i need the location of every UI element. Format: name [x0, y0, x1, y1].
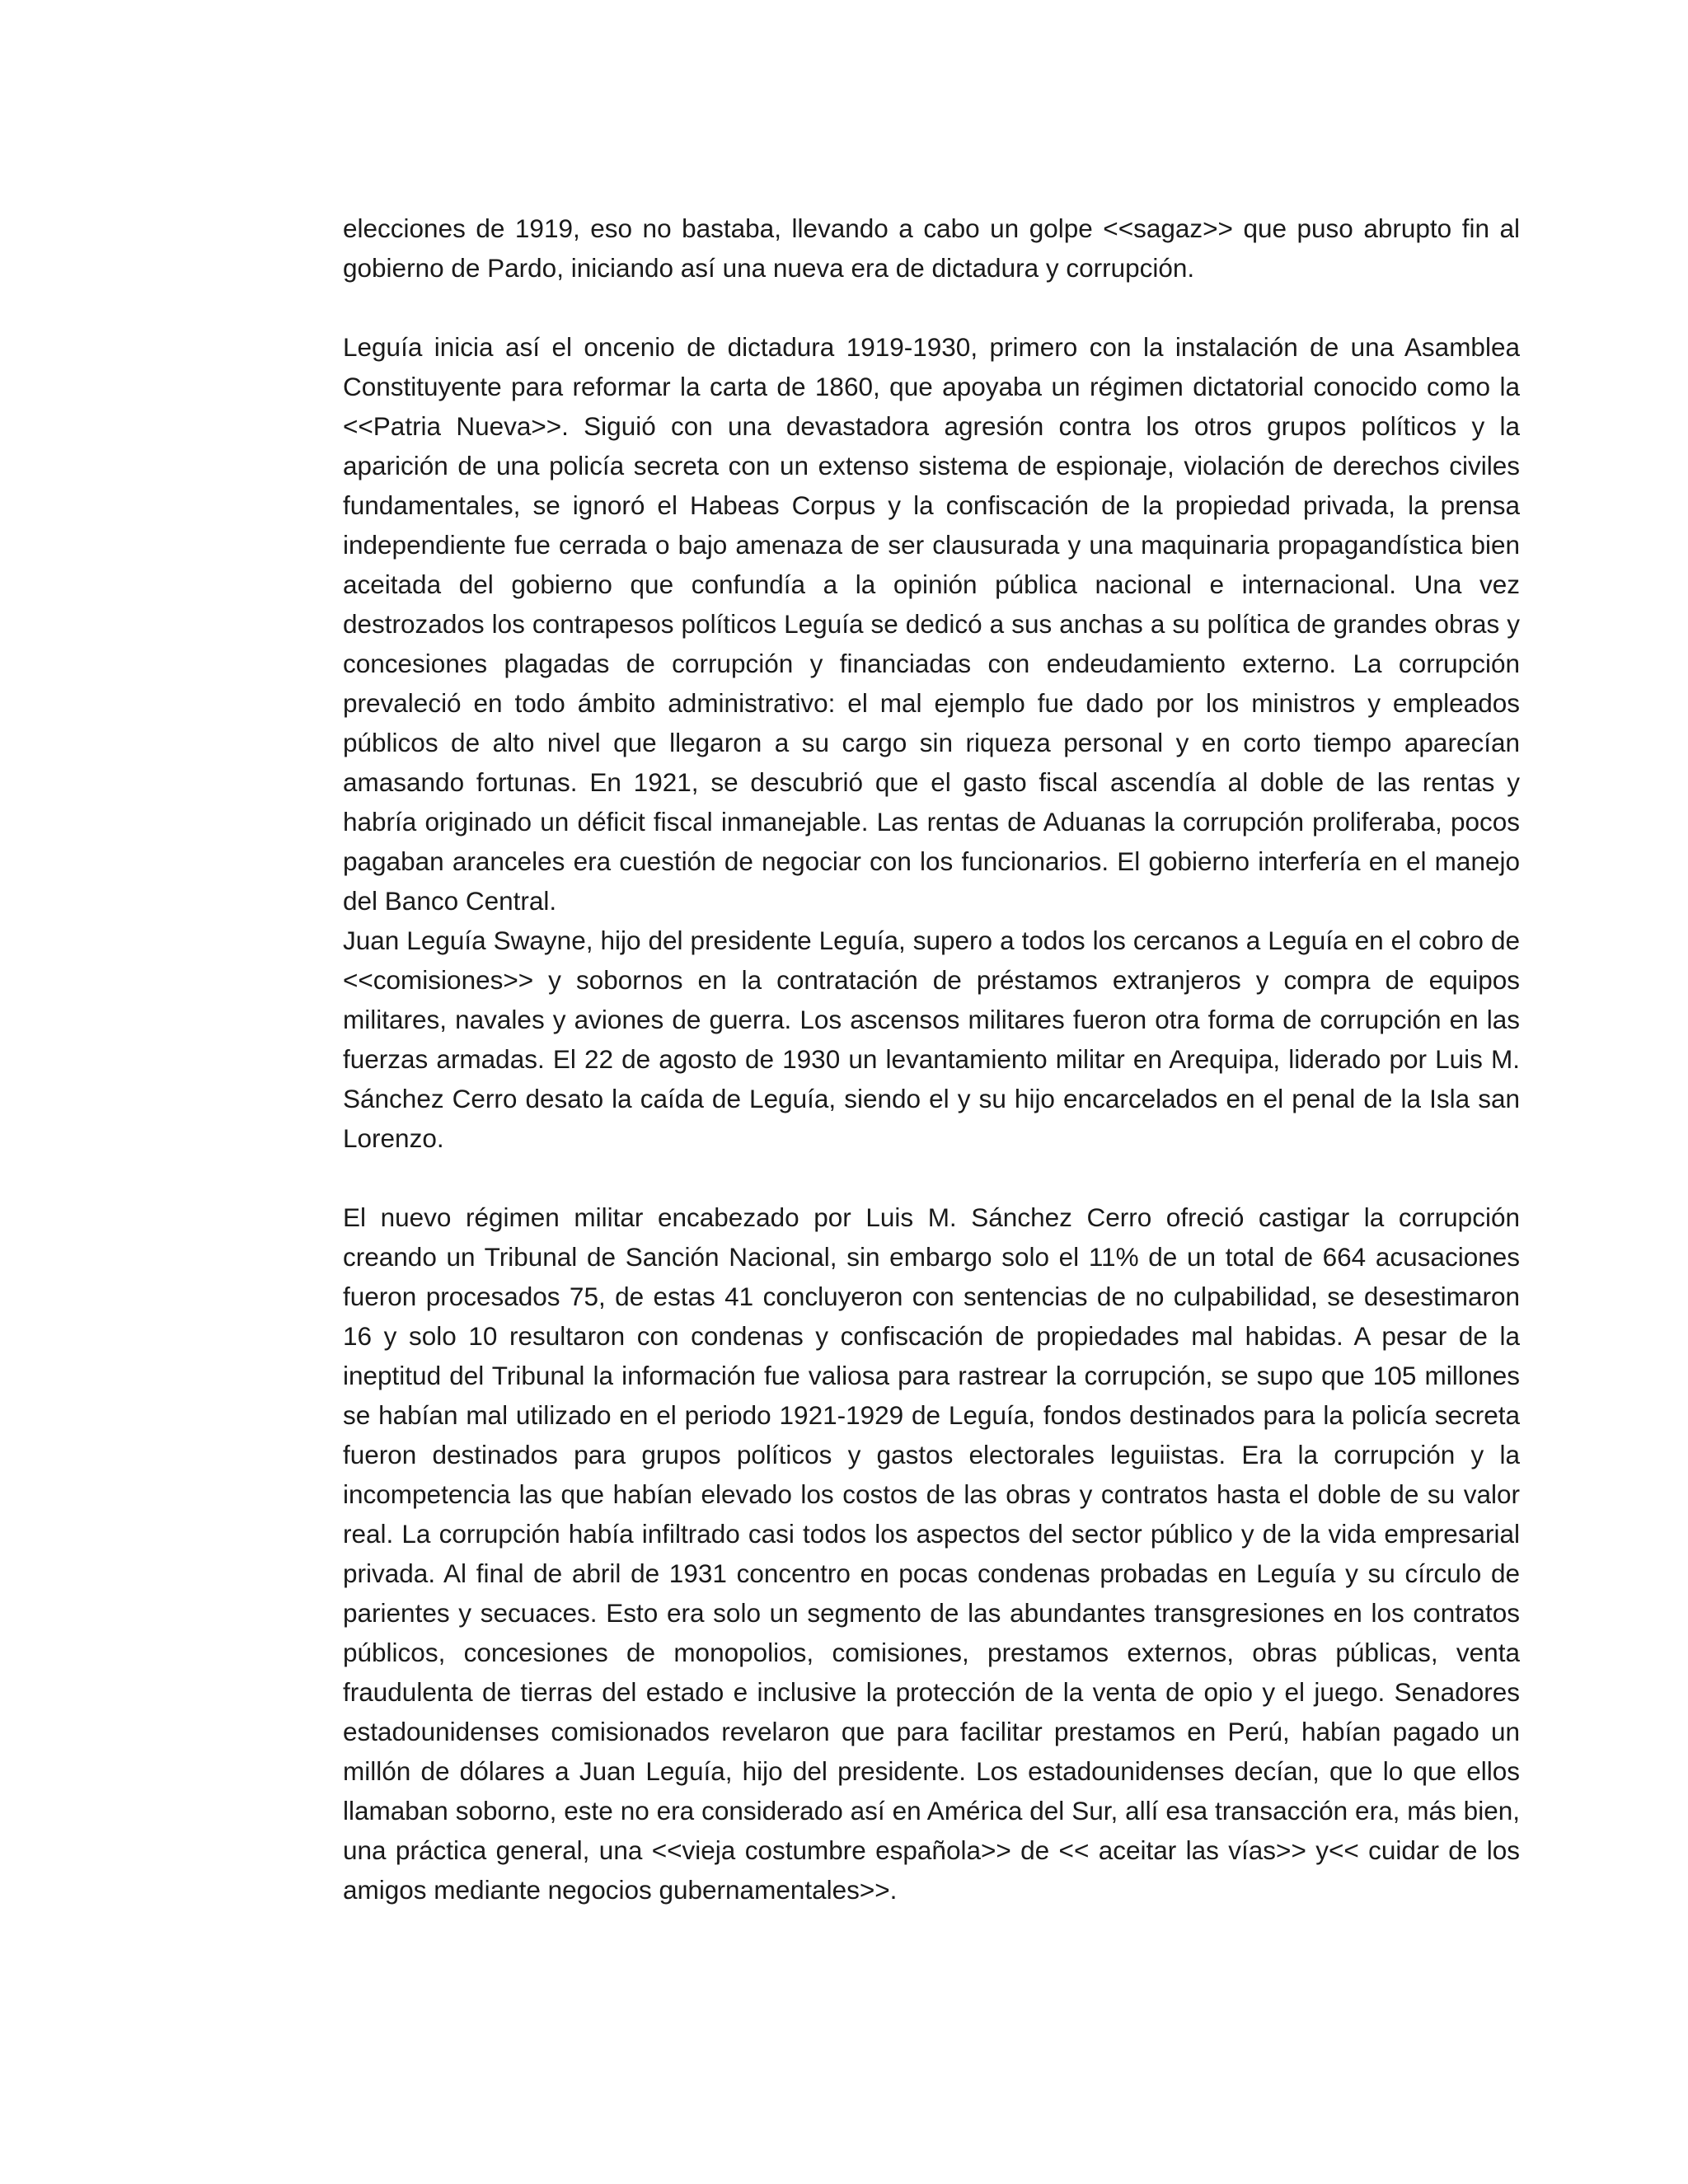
paragraph-2: Leguía inicia así el oncenio de dictadura 1919-1930, primero con la instalación de una Asamblea Constituyente para reformar la carta de 1860, que apoyaba un régimen dictatorial conocido como la <<Patria Nueva>>. Siguió con una devastadora agresión contra los otros grupos políticos y la aparición de una policía secreta con un extenso sistema de espionaje, violación de derechos civiles fundamentales, se ignoró el Habeas Corpus y la confiscación de la propiedad privada, la prensa independiente fue cerrada o bajo amenaza de ser clausurada y una maquinaria propagandística bien aceitada del gobierno que confundía a la opinión pública nacional e internacional. Una vez destrozados los contrapesos políticos Leguía se dedicó a sus anchas a su política de grandes obras y concesiones plagadas de corrupción y financiadas con endeudamiento externo. La corrupción prevaleció en todo ámbito administrativo: el mal ejemplo fue dado por los ministros y empleados públicos de alto nivel que llegaron a su cargo sin riqueza personal y en corto tiempo aparecían amasando fortunas. En 1921, se descubrió que el gasto fiscal ascendía al doble de las rentas y habría originado un déficit fiscal inmanejable. Las rentas de Aduanas la corrupción proliferaba, pocos pagaban aranceles era cuestión de negociar con los funcionarios. El gobierno interfería en el manejo del Banco Central. [343, 332, 1520, 916]
paragraph-spacer [343, 288, 1520, 327]
paragraph-3: Juan Leguía Swayne, hijo del presidente Leguía, supero a todos los cercanos a Leguía en el cobro de <<comisiones>> y sobornos en la contratación de préstamos extranjeros y compra de equipos militares, navales y aviones de guerra. Los ascensos militares fueron otra forma de corrupción en las fuerzas armadas. El 22 de agosto de 1930 un levantamiento militar en Arequipa, liderado por Luis M. Sánchez Cerro desato la caída de Leguía, siendo el y su hijo encarcelados en el penal de la Isla san Lorenzo. [343, 926, 1520, 1153]
paragraph-spacer [343, 1158, 1520, 1197]
paragraph-4: El nuevo régimen militar encabezado por Luis M. Sánchez Cerro ofreció castigar la corrupción creando un Tribunal de Sanción Nacional, sin embargo solo el 11% de un total de 664 acusaciones fueron procesados 75, de estas 41 concluyeron con sentencias de no culpabilidad, se desestimaron 16 y solo 10 resultaron con condenas y confiscación de propiedades mal habidas. A pesar de la ineptitud del Tribunal la información fue valiosa para rastrear la corrupción, se supo que 105 millones se habían mal utilizado en el periodo 1921-1929 de Leguía, fondos destinados para la policía secreta fueron destinados para grupos políticos y gastos electorales leguiistas. Era la corrupción y la incompetencia las que habían elevado los costos de las obras y contratos hasta el doble de su valor real. La corrupción había infiltrado casi todos los aspectos del sector público y de la vida empresarial privada. Al final de abril de 1931 concentro en pocas condenas probadas en Leguía y su círculo de parientes y secuaces. Esto era solo un segmento de las abundantes transgresiones en los contratos públicos, concesiones de monopolios, comisiones, prestamos externos, obras públicas, venta fraudulenta de tierras del estado e inclusive la protección de la venta de opio y el juego. Senadores estadounidenses comisionados revelaron que para facilitar prestamos en Perú, habían pagado un millón de dólares a Juan Leguía, hijo del presidente. Los estadounidenses decían, que lo que ellos llamaban soborno, este no era considerado así en América del Sur, allí esa transacción era, más bien, una práctica general, una <<vieja costumbre española>> de << aceitar las vías>> y<< cuidar de los amigos mediante negocios gubernamentales>>. [343, 1202, 1520, 1905]
paragraph-1: elecciones de 1919, eso no bastaba, llevando a cabo un golpe <<sagaz>> que puso abrupto fin al gobierno de Pardo, iniciando así una nueva era de dictadura y corrupción. [343, 213, 1520, 283]
body-text [343, 209, 1520, 1910]
